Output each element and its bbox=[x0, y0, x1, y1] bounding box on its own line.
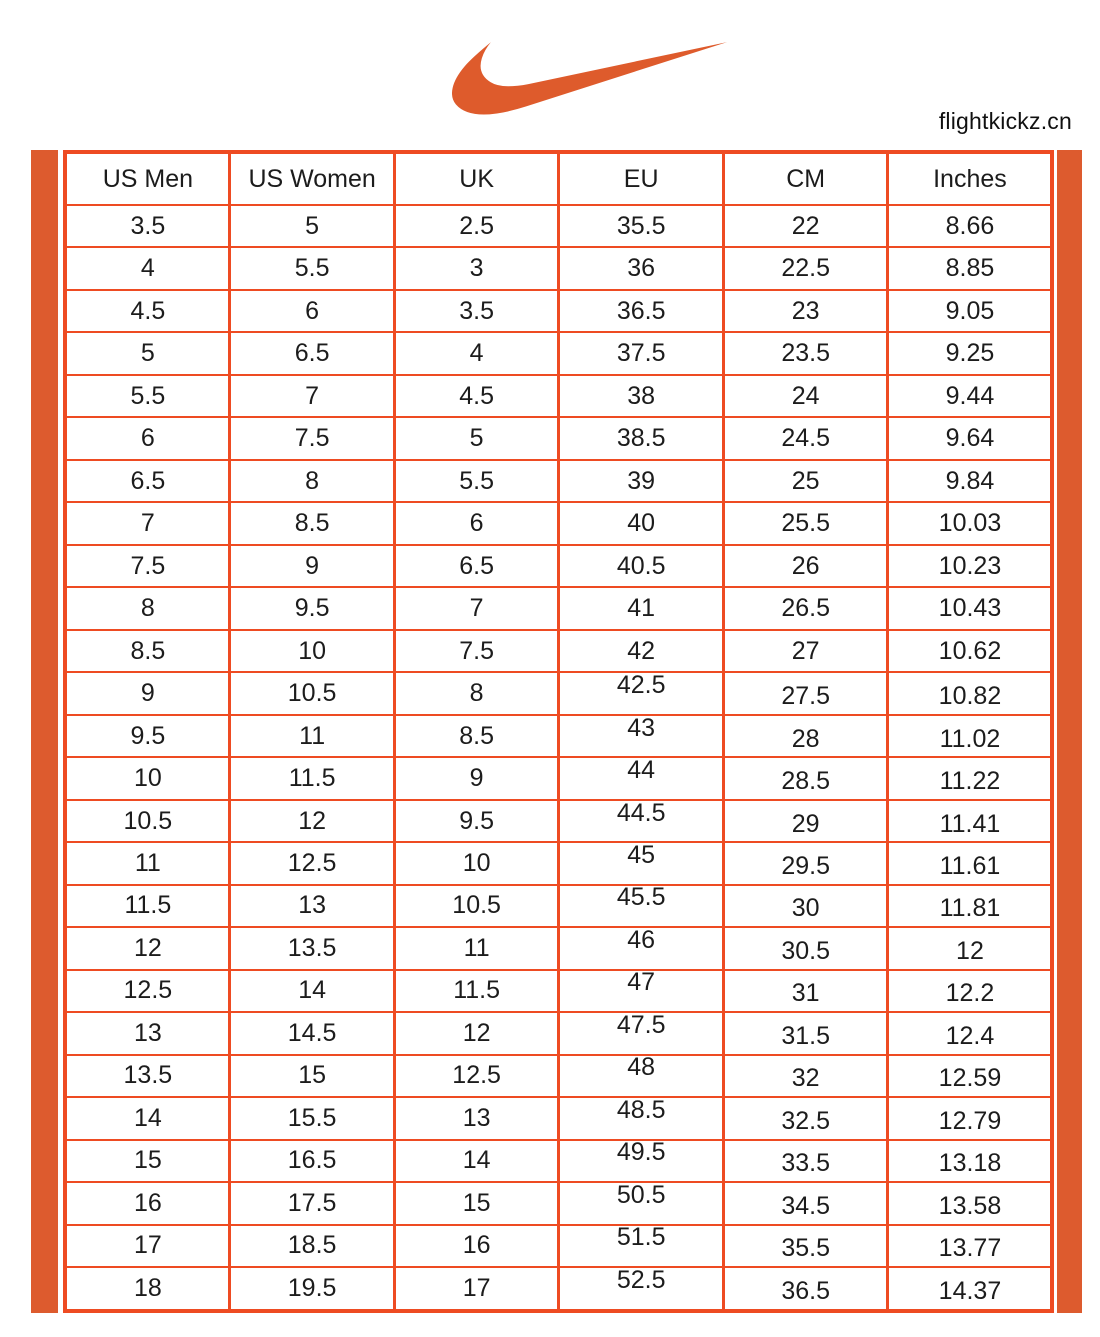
column-header-us-men: US Men bbox=[65, 152, 230, 205]
cell-cm: 29.5 bbox=[723, 842, 888, 884]
cell-eu: 47 bbox=[559, 970, 724, 1012]
cell-uk: 5 bbox=[394, 417, 559, 459]
cell-uk: 15 bbox=[394, 1182, 559, 1224]
table-row bbox=[65, 205, 1052, 247]
table-row bbox=[65, 885, 1052, 927]
cell-uk: 3.5 bbox=[394, 290, 559, 332]
cell-eu: 35.5 bbox=[559, 205, 724, 247]
cell-us-men: 9.5 bbox=[65, 715, 230, 757]
cell-cm: 32.5 bbox=[723, 1097, 888, 1139]
cell-inches: 12.59 bbox=[888, 1055, 1053, 1097]
cell-uk: 16 bbox=[394, 1225, 559, 1267]
cell-us-women: 12.5 bbox=[230, 842, 395, 884]
cell-us-men: 17 bbox=[65, 1225, 230, 1267]
cell-us-women: 17.5 bbox=[230, 1182, 395, 1224]
cell-us-men: 8.5 bbox=[65, 630, 230, 672]
table-row bbox=[65, 1012, 1052, 1054]
cell-uk: 5.5 bbox=[394, 460, 559, 502]
cell-eu: 52.5 bbox=[559, 1267, 724, 1311]
table-row bbox=[65, 842, 1052, 884]
cell-uk: 17 bbox=[394, 1267, 559, 1311]
cell-us-men: 5 bbox=[65, 332, 230, 374]
nike-swoosh-icon bbox=[452, 30, 730, 116]
cell-inches: 8.85 bbox=[888, 247, 1053, 289]
size-chart-table bbox=[63, 150, 1054, 1313]
cell-eu: 45 bbox=[559, 842, 724, 884]
cell-eu: 51.5 bbox=[559, 1225, 724, 1267]
column-header-uk: UK bbox=[394, 152, 559, 205]
cell-us-women: 14 bbox=[230, 970, 395, 1012]
cell-eu: 40 bbox=[559, 502, 724, 544]
watermark-flightkickz: flightkickz.cn bbox=[938, 108, 1072, 134]
column-header-cm: CM bbox=[723, 152, 888, 205]
table-row bbox=[65, 587, 1052, 629]
cell-us-women: 8 bbox=[230, 460, 395, 502]
cell-uk: 8.5 bbox=[394, 715, 559, 757]
cell-cm: 31.5 bbox=[723, 1012, 888, 1054]
cell-uk: 9.5 bbox=[394, 800, 559, 842]
table-row bbox=[65, 1182, 1052, 1224]
cell-us-men: 7.5 bbox=[65, 545, 230, 587]
cell-cm: 23 bbox=[723, 290, 888, 332]
cell-inches: 14.37 bbox=[888, 1267, 1053, 1311]
cell-inches: 10.82 bbox=[888, 672, 1053, 714]
cell-us-women: 15 bbox=[230, 1055, 395, 1097]
cell-inches: 13.77 bbox=[888, 1225, 1053, 1267]
cell-us-women: 10.5 bbox=[230, 672, 395, 714]
left-accent-bar bbox=[31, 150, 58, 1313]
cell-uk: 10 bbox=[394, 842, 559, 884]
cell-inches: 13.18 bbox=[888, 1140, 1053, 1182]
cell-cm: 36.5 bbox=[723, 1267, 888, 1311]
cell-us-men: 5.5 bbox=[65, 375, 230, 417]
cell-uk: 9 bbox=[394, 757, 559, 799]
cell-cm: 35.5 bbox=[723, 1225, 888, 1267]
cell-inches: 9.44 bbox=[888, 375, 1053, 417]
cell-eu: 38.5 bbox=[559, 417, 724, 459]
cell-us-women: 8.5 bbox=[230, 502, 395, 544]
table-row bbox=[65, 460, 1052, 502]
cell-us-women: 16.5 bbox=[230, 1140, 395, 1182]
cell-us-men: 7 bbox=[65, 502, 230, 544]
cell-us-women: 7 bbox=[230, 375, 395, 417]
cell-cm: 34.5 bbox=[723, 1182, 888, 1224]
cell-us-men: 6 bbox=[65, 417, 230, 459]
cell-cm: 27 bbox=[723, 630, 888, 672]
cell-inches: 8.66 bbox=[888, 205, 1053, 247]
cell-us-men: 10.5 bbox=[65, 800, 230, 842]
cell-us-men: 8 bbox=[65, 587, 230, 629]
cell-eu: 48.5 bbox=[559, 1097, 724, 1139]
cell-eu: 38 bbox=[559, 375, 724, 417]
cell-uk: 7 bbox=[394, 587, 559, 629]
cell-uk: 6 bbox=[394, 502, 559, 544]
cell-eu: 46 bbox=[559, 927, 724, 969]
table-row bbox=[65, 1267, 1052, 1311]
table-row bbox=[65, 1140, 1052, 1182]
cell-uk: 10.5 bbox=[394, 885, 559, 927]
cell-uk: 12.5 bbox=[394, 1055, 559, 1097]
table-row bbox=[65, 1055, 1052, 1097]
cell-eu: 44 bbox=[559, 757, 724, 799]
cell-cm: 28 bbox=[723, 715, 888, 757]
cell-inches: 13.58 bbox=[888, 1182, 1053, 1224]
table-row bbox=[65, 502, 1052, 544]
cell-inches: 11.81 bbox=[888, 885, 1053, 927]
cell-us-women: 6 bbox=[230, 290, 395, 332]
cell-inches: 9.64 bbox=[888, 417, 1053, 459]
cell-cm: 25 bbox=[723, 460, 888, 502]
cell-uk: 11 bbox=[394, 927, 559, 969]
table-row bbox=[65, 290, 1052, 332]
cell-uk: 8 bbox=[394, 672, 559, 714]
cell-us-women: 5.5 bbox=[230, 247, 395, 289]
cell-us-women: 18.5 bbox=[230, 1225, 395, 1267]
table-row bbox=[65, 672, 1052, 714]
cell-us-women: 13.5 bbox=[230, 927, 395, 969]
cell-uk: 6.5 bbox=[394, 545, 559, 587]
cell-eu: 36.5 bbox=[559, 290, 724, 332]
table-row bbox=[65, 332, 1052, 374]
cell-uk: 7.5 bbox=[394, 630, 559, 672]
table-row bbox=[65, 545, 1052, 587]
column-header-us-women: US Women bbox=[230, 152, 395, 205]
table-row bbox=[65, 375, 1052, 417]
cell-us-women: 7.5 bbox=[230, 417, 395, 459]
cell-us-men: 12.5 bbox=[65, 970, 230, 1012]
table-row bbox=[65, 800, 1052, 842]
cell-us-men: 3.5 bbox=[65, 205, 230, 247]
cell-inches: 9.05 bbox=[888, 290, 1053, 332]
right-accent-bar bbox=[1057, 150, 1082, 1313]
cell-cm: 30 bbox=[723, 885, 888, 927]
cell-eu: 36 bbox=[559, 247, 724, 289]
cell-us-women: 9 bbox=[230, 545, 395, 587]
cell-us-men: 11 bbox=[65, 842, 230, 884]
cell-eu: 44.5 bbox=[559, 800, 724, 842]
cell-us-women: 5 bbox=[230, 205, 395, 247]
cell-us-men: 4.5 bbox=[65, 290, 230, 332]
cell-inches: 11.02 bbox=[888, 715, 1053, 757]
cell-cm: 27.5 bbox=[723, 672, 888, 714]
cell-inches: 9.84 bbox=[888, 460, 1053, 502]
cell-us-women: 19.5 bbox=[230, 1267, 395, 1311]
cell-us-women: 9.5 bbox=[230, 587, 395, 629]
cell-us-men: 9 bbox=[65, 672, 230, 714]
cell-uk: 3 bbox=[394, 247, 559, 289]
cell-inches: 10.62 bbox=[888, 630, 1053, 672]
cell-cm: 28.5 bbox=[723, 757, 888, 799]
cell-inches: 11.22 bbox=[888, 757, 1053, 799]
cell-cm: 33.5 bbox=[723, 1140, 888, 1182]
cell-us-women: 14.5 bbox=[230, 1012, 395, 1054]
cell-us-women: 13 bbox=[230, 885, 395, 927]
cell-us-men: 10 bbox=[65, 757, 230, 799]
cell-cm: 24.5 bbox=[723, 417, 888, 459]
cell-eu: 42.5 bbox=[559, 672, 724, 714]
cell-us-women: 12 bbox=[230, 800, 395, 842]
size-chart-container bbox=[31, 150, 1082, 1313]
table-row bbox=[65, 970, 1052, 1012]
column-header-eu: EU bbox=[559, 152, 724, 205]
cell-inches: 12.79 bbox=[888, 1097, 1053, 1139]
cell-inches: 10.03 bbox=[888, 502, 1053, 544]
cell-inches: 12.2 bbox=[888, 970, 1053, 1012]
cell-uk: 11.5 bbox=[394, 970, 559, 1012]
cell-inches: 12 bbox=[888, 927, 1053, 969]
cell-eu: 42 bbox=[559, 630, 724, 672]
cell-eu: 48 bbox=[559, 1055, 724, 1097]
table-row bbox=[65, 757, 1052, 799]
cell-us-men: 12 bbox=[65, 927, 230, 969]
cell-cm: 26.5 bbox=[723, 587, 888, 629]
cell-uk: 12 bbox=[394, 1012, 559, 1054]
cell-cm: 31 bbox=[723, 970, 888, 1012]
cell-inches: 11.61 bbox=[888, 842, 1053, 884]
cell-us-men: 6.5 bbox=[65, 460, 230, 502]
cell-us-men: 4 bbox=[65, 247, 230, 289]
cell-eu: 50.5 bbox=[559, 1182, 724, 1224]
cell-us-men: 14 bbox=[65, 1097, 230, 1139]
cell-inches: 10.43 bbox=[888, 587, 1053, 629]
cell-uk: 4 bbox=[394, 332, 559, 374]
table-row bbox=[65, 1097, 1052, 1139]
column-header-inches: Inches bbox=[888, 152, 1053, 205]
cell-uk: 14 bbox=[394, 1140, 559, 1182]
cell-eu: 47.5 bbox=[559, 1012, 724, 1054]
cell-eu: 49.5 bbox=[559, 1140, 724, 1182]
cell-uk: 2.5 bbox=[394, 205, 559, 247]
cell-cm: 23.5 bbox=[723, 332, 888, 374]
table-row bbox=[65, 247, 1052, 289]
cell-eu: 45.5 bbox=[559, 885, 724, 927]
cell-cm: 29 bbox=[723, 800, 888, 842]
cell-us-men: 16 bbox=[65, 1182, 230, 1224]
cell-cm: 32 bbox=[723, 1055, 888, 1097]
cell-cm: 30.5 bbox=[723, 927, 888, 969]
cell-cm: 26 bbox=[723, 545, 888, 587]
table-row bbox=[65, 1225, 1052, 1267]
cell-cm: 24 bbox=[723, 375, 888, 417]
cell-inches: 12.4 bbox=[888, 1012, 1053, 1054]
cell-eu: 40.5 bbox=[559, 545, 724, 587]
cell-us-men: 11.5 bbox=[65, 885, 230, 927]
cell-us-women: 15.5 bbox=[230, 1097, 395, 1139]
cell-eu: 43 bbox=[559, 715, 724, 757]
cell-us-women: 6.5 bbox=[230, 332, 395, 374]
cell-us-men: 13 bbox=[65, 1012, 230, 1054]
table-row bbox=[65, 417, 1052, 459]
table-row bbox=[65, 630, 1052, 672]
cell-inches: 11.41 bbox=[888, 800, 1053, 842]
cell-inches: 9.25 bbox=[888, 332, 1053, 374]
cell-us-men: 13.5 bbox=[65, 1055, 230, 1097]
cell-us-women: 11 bbox=[230, 715, 395, 757]
cell-us-women: 11.5 bbox=[230, 757, 395, 799]
cell-cm: 22.5 bbox=[723, 247, 888, 289]
cell-us-men: 15 bbox=[65, 1140, 230, 1182]
table-row bbox=[65, 927, 1052, 969]
cell-uk: 4.5 bbox=[394, 375, 559, 417]
cell-us-women: 10 bbox=[230, 630, 395, 672]
cell-cm: 25.5 bbox=[723, 502, 888, 544]
cell-inches: 10.23 bbox=[888, 545, 1053, 587]
header-row bbox=[65, 152, 1052, 205]
cell-uk: 13 bbox=[394, 1097, 559, 1139]
cell-eu: 41 bbox=[559, 587, 724, 629]
table-row bbox=[65, 715, 1052, 757]
cell-eu: 37.5 bbox=[559, 332, 724, 374]
cell-cm: 22 bbox=[723, 205, 888, 247]
cell-eu: 39 bbox=[559, 460, 724, 502]
cell-us-men: 18 bbox=[65, 1267, 230, 1311]
